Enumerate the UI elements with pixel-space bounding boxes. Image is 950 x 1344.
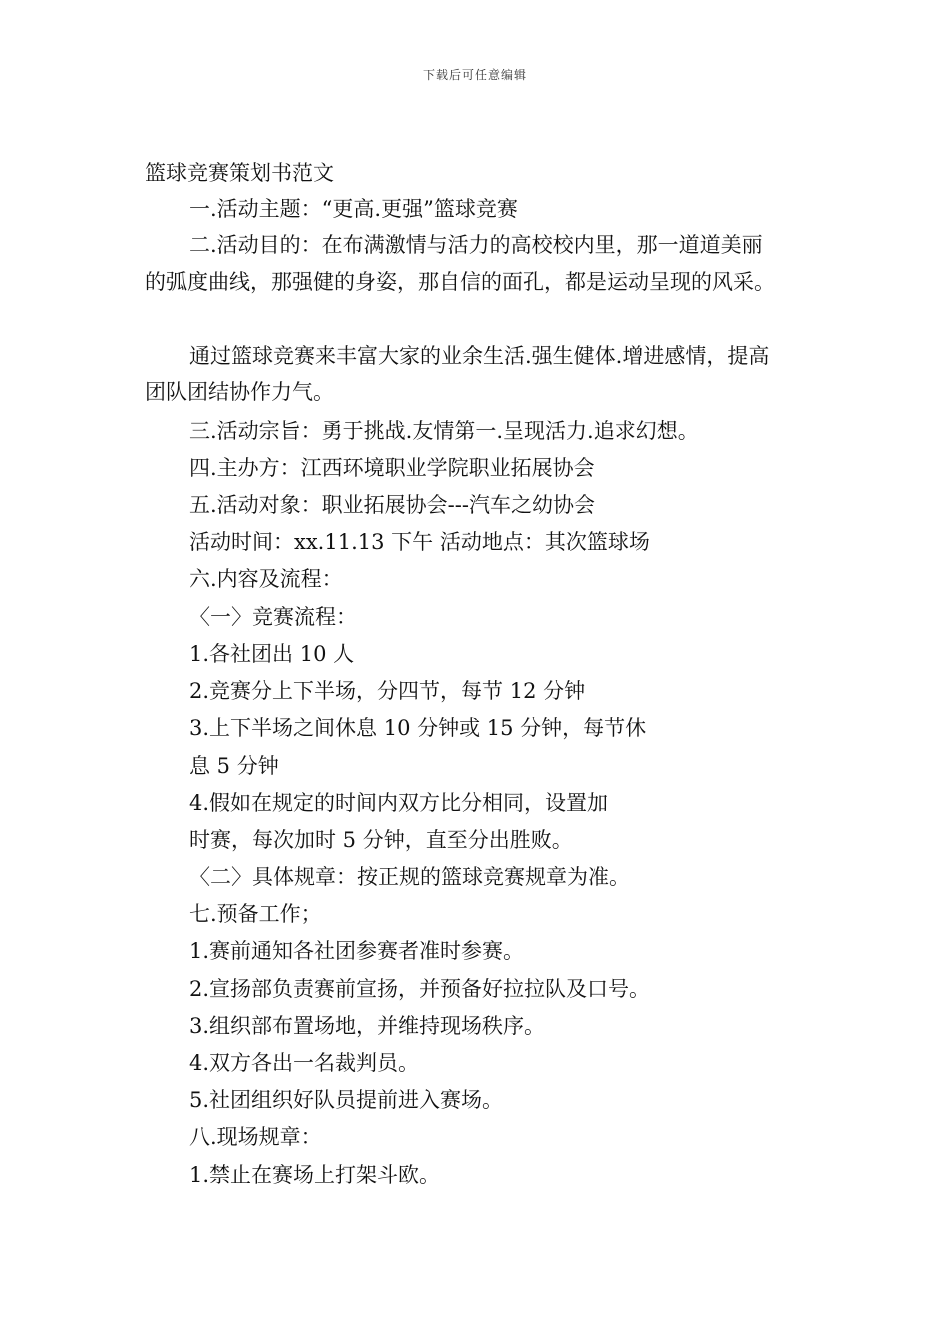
paragraph-line: 五.活动对象：职业拓展协会---汽车之幼协会: [189, 493, 595, 517]
paragraph-line: 1.禁止在赛场上打架斗欧。: [189, 1163, 441, 1187]
page-header-note: 下载后可任意编辑: [422, 68, 527, 82]
paragraph-line: 〈二〉具体规章：按正规的篮球竞赛规章为准。: [189, 865, 630, 889]
document-title: 篮球竞赛策划书范文: [145, 161, 334, 185]
paragraph-line: 二.活动目的：在布满激情与活力的高校校内里，那一道道美丽: [189, 233, 763, 257]
paragraph-line: 一.活动主题：“更高.更强”篮球竞赛: [189, 197, 518, 221]
paragraph-line: 七.预备工作；: [189, 902, 322, 926]
paragraph-line: 活动时间：xx.11.13 下午 活动地点：其次篮球场: [189, 530, 650, 554]
paragraph-line: 4.双方各出一名裁判员。: [189, 1051, 420, 1075]
paragraph-line: 息 5 分钟: [189, 754, 279, 778]
paragraph-line: 团队团结协作力气。: [145, 380, 334, 404]
paragraph-line: 2.竞赛分上下半场，分四节，每节 12 分钟: [189, 679, 586, 703]
paragraph-line: 八.现场规章：: [189, 1125, 322, 1149]
paragraph-line: 3.组织部布置场地，并维持现场秩序。: [189, 1014, 546, 1038]
paragraph-line: 5.社团组织好队员提前进入赛场。: [189, 1088, 504, 1112]
paragraph-line: 2.宣扬部负责赛前宣扬，并预备好拉拉队及口号。: [189, 977, 651, 1001]
paragraph-line: 三.活动宗旨：勇于挑战.友情第一.呈现活力.追求幻想。: [189, 419, 699, 443]
paragraph-line: 通过篮球竞赛来丰富大家的业余生活.强生健体.增进感情，提高: [189, 344, 770, 368]
paragraph-line: 1.各社团出 10 人: [189, 642, 355, 666]
paragraph-line: 〈一〉竞赛流程：: [189, 605, 357, 629]
paragraph-line: 1.赛前通知各社团参赛者准时参赛。: [189, 939, 525, 963]
paragraph-line: 4.假如在规定的时间内双方比分相同，设置加: [189, 791, 609, 815]
paragraph-line: 六.内容及流程：: [189, 567, 343, 591]
paragraph-line: 四.主办方：江西环境职业学院职业拓展协会: [189, 456, 595, 480]
paragraph-line: 3.上下半场之间休息 10 分钟或 15 分钟，每节休: [189, 716, 647, 740]
paragraph-line: 时赛，每次加时 5 分钟，直至分出胜败。: [189, 828, 573, 852]
paragraph-line: 的弧度曲线，那强健的身姿，那自信的面孔，都是运动呈现的风采。: [145, 270, 775, 294]
